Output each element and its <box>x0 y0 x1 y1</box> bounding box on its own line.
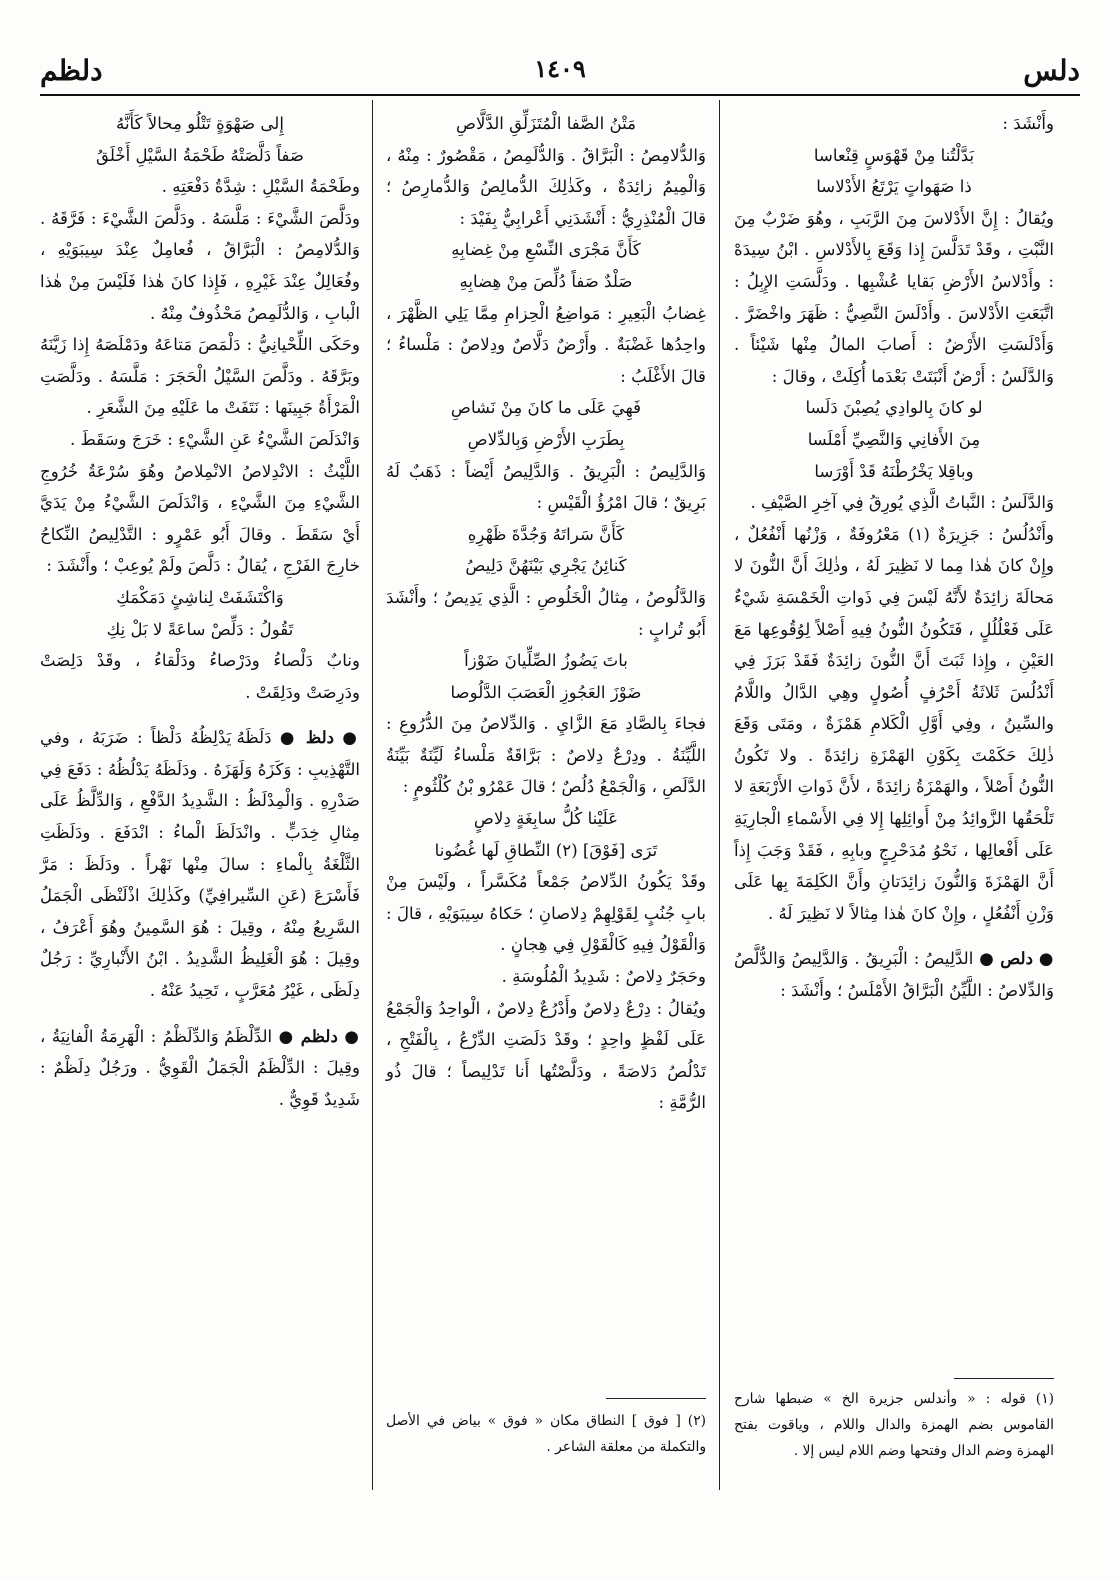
right-column <box>734 108 1054 1007</box>
verse-line: لو كانَ بِالوادِي يُصِبْنَ دَلَسا <box>805 398 983 418</box>
verse-line: ضَوْزَ العَجُوزِ الْعَصَبَ الدَّلُوصا <box>450 682 642 702</box>
entry-paragraph: ● دلظ ● دَلَظَهُ يَدْلِظُهُ دَلْظاً : ضَرَبَهُ ، وفي التَّهْذِيبِ : وَكَزَهُ وَلَهَزَهُ . ودَلَظَهُ يَدْلُظُهُ : دَفَعَ فِي صَدْرِهِ . وَالْمِدْلَظُ : الشَّدِيدُ الدَّفْعِ ، وَالدِّلَّظُ عَلَى مِثالِ خِدَبٍّ . وانْدَلَظَ الْماءُ : انْدَفَعَ . ودَلَظَتِ الثَّلْغَةُ بِالْماءِ : سالَ مِنْها نَهْراً . ودَلَظَ : مَرَّ فَأَسْرَعَ (عَنِ السِّيرافِيِّ) وكَذٰلِكَ اذْلَنْظَى الْجَمَلُ السَّرِيعُ مِنْهُ ، وقِيلَ : هُوَ السَّمِينُ وهُوَ أَعْرَفُ ، وقِيلَ : هُوَ الْغَلِيظُ الشَّدِيدُ . ابْنُ الأَنْبارِيِّ : رَجُلٌ دِلَظَى ، غَيْرُ مُعَرَّبٍ ، تَحِيدُ عَنْهُ . <box>40 727 360 1001</box>
verse-line: مِنَ الأَفانِي وَالنَّصِيِّ أَمْلَسا <box>807 429 981 449</box>
verse-line: صَلْدٌ صَفاً دُلِّصَ مِنْ هِضابِهِ <box>459 271 633 291</box>
verse-line: كَنائِنُ يَجْرِي بَيْنَهُنَّ دَلِيصُ <box>465 556 627 576</box>
headword: دلظ <box>305 727 335 748</box>
paragraph: وَالدَّلِيصُ : الْبَرِيقُ . وَالدَّلِيصُ أَيْضاً : ذَهَبٌ لَهُ بَرِيقٌ ؛ قالَ امْرُؤُ الْقَيْسِ : <box>386 461 706 513</box>
verse-line: ذا صَهَواتٍ يَرْتَعُ الأَدْلاسا <box>816 177 972 197</box>
paragraph: ودَلَّصَ الشَّيْءَ : مَلَّسَهُ . ودَلَّصَ الشَّيْءَ : فَرَّقَهُ . وَالدُّلامِصُ : الْبَرَّاقُ ، فُعامِلٌ عِنْدَ سِيبَوَيْهِ ، وفُعَالِلٌ عِنْدَ غَيْرِهِ ، فَإِذا كانَ هٰذا فَلَيْسَ مِنْ هٰذا الْبابِ ، وَالدُّلَمِصُ مَحْذُوفٌ مِنْهُ . <box>40 208 360 323</box>
text-line: وأَنْشَدَ : <box>1002 114 1054 133</box>
verse-line: باتَ يَضُوزُ الصِّلِّيانَ ضَوْزاً <box>464 651 628 671</box>
paragraph: فجاءَ بِالصَّادِ مَعَ الزَّايِ . وَالدِّلاصُ مِنَ الدُّرُوعِ : اللَّيِّنَةُ . ودِرْعٌ دِلاصٌ : بَرَّاقَةٌ مَلْساءُ لَيِّنَةٌ بَيِّنَةُ الدَّلَصِ ، وَالْجَمْعُ دُلُصٌ ؛ قالَ عَمْرُو بْنُ كُلْثُومٍ : <box>386 714 706 797</box>
verse-line: فَهِيَ عَلَى ما كانَ مِنْ نَشاصِ <box>450 398 642 418</box>
paragraph: وحَكَى اللِّحْيانِيُّ : دَلْمَصَ مَتاعَهُ ودَمْلَصَهُ إِذا زَيَّنَهُ وبَرَّقَهُ . ودَلَّصَ السَّيْلُ الْحَجَرَ : مَلَّسَهُ . ودَلَّصَتِ الْمَرْأَةُ جَبِينَها : نَتَفَتْ ما عَلَيْهِ مِنَ الشَّعَرِ . <box>40 335 360 418</box>
paragraph: وطَحْمَةُ السَّيْلِ : شِدَّةُ دَفْعَتِهِ . <box>161 177 360 197</box>
footnote-text: (١) قوله : « وأندلس جزيرة الخ » ضبطها شارح القاموس بضم الهمزة والدال واللام ، وياقوت بفتح الهمزة وضم الدال وفتحها وضم اللام ليس إلا . <box>734 1391 1054 1459</box>
verse-line: كَأَنَّ مَجْرَى النِّسْعِ مِنْ غِضابِهِ <box>451 240 641 260</box>
verse-line: عَلَيْنا كُلُّ سابِغَةٍ دِلاصٍ <box>473 809 619 829</box>
entry-text: الدَّلِيصُ : الْبَرِيقُ . وَالدَّلِيصُ وَالدُّلَّصُ وَالدِّلاصُ : اللَّيِّنُ الْبَرَّاقُ الأَمْلَسُ ؛ وأَنْشَدَ : <box>734 949 1054 1001</box>
header-left-word: دلظم <box>40 54 103 87</box>
paragraph: وَالدُّلامِصُ : الْبَرَّاقُ . وَالدُّلَمِصُ ، مَقْصُورٌ : مِنْهُ ، وَالْمِيمُ زائِدَةٌ ، وكَذٰلِكَ الدُّمالِصُ وَالدُّمارِصُ ؛ قالَ الْمُنْذِرِيُّ : أَنْشَدَنِي أَعْرابِيٌّ بِفَيْدَ : <box>386 145 706 228</box>
paragraph: وَانْدَلَصَ الشَّيْءُ عَنِ الشَّيْءِ : خَرَجَ وسَقَطَ . <box>69 429 360 449</box>
entry-text: الدِّلْظَمُ وَالدِّلَظْمُ : الْهَرِمَةُ الْفانِيَةُ ، وقِيلَ : الدِّلْظَمُ الْجَمَلُ الْقَوِيُّ . ورَجُلٌ دِلَظْمٌ : شَدِيدٌ قَوِيٌّ . <box>40 1026 360 1109</box>
verse-line: تَقُولُ : دَلِّصْ ساعَةً لا بَلْ نِكِ <box>106 619 294 639</box>
paragraph: وَالدَّلُوصُ ، مِثالُ الْخَلُوصِ : الَّذِي يَدِيصُ ؛ وأَنْشَدَ أَبُو تُرابٍ : <box>386 587 706 639</box>
column-divider <box>372 100 373 1490</box>
column-divider <box>719 100 720 1490</box>
page-number: ١٤٠٩ <box>534 54 586 83</box>
verse-line: تَرَى [فَوْقَ] (٢) النِّطاقِ لَها غُضُونا <box>434 840 658 860</box>
footnote-separator <box>954 1378 1054 1379</box>
footnote <box>386 1408 706 1460</box>
verse-line: بَدَّلْتُنا مِنْ قَهْوَسٍ قِنْعاسا <box>813 145 975 165</box>
header-rule <box>40 94 1080 96</box>
page-header <box>40 50 1080 94</box>
middle-column <box>386 108 706 1119</box>
header-right-word: دلس <box>1023 54 1080 87</box>
verse-line: كَأَنَّ سَراتَهُ وَجُدَّةَ ظَهْرِهِ <box>467 524 625 544</box>
entry-paragraph: ● دلظم ● الدِّلْظَمُ وَالدِّلَظْمُ : الْهَرِمَةُ الْفانِيَةُ ، وقِيلَ : الدِّلْظَمُ الْجَمَلُ الْقَوِيُّ . ورَجُلٌ دِلَظْمٌ : شَدِيدٌ قَوِيٌّ . <box>40 1025 360 1109</box>
verse-line: إِلى صَهْوَةٍ تَتْلُو مِحالاً كَأَنَّهُ <box>116 114 284 133</box>
left-column <box>40 108 360 1115</box>
paragraph: ويُقالُ : دِرْعٌ دِلاصٌ وأَدْرُعٌ دِلاصٌ ، الْواحِدُ وَالْجَمْعُ عَلَى لَفْظٍ واحِدٍ ؛ وقَدْ دَلَصَتِ الدِّرْعُ ، بِالْفَتْحِ ، تَدْلُصُ دَلاصَةً ، ودَلَّصْتُها أَنا تَدْلِيصاً ؛ قالَ ذُو الرُّمَّةِ : <box>386 998 706 1113</box>
verse-line: وَاكْتَشَفَتْ لِناشِئٍ دَمَكْمَكِ <box>116 587 284 607</box>
entry-text: دَلَظَهُ يَدْلِظُهُ دَلْظاً : ضَرَبَهُ ، وفي التَّهْذِيبِ : وَكَزَهُ وَلَهَزَهُ . ودَلَظَهُ يَدْلُظُهُ : دَفَعَ فِي صَدْرِهِ . وَالْمِدْلَظُ : الشَّدِيدُ الدَّفْعِ ، وَالدِّلَّظُ عَلَى مِثالِ خِدَبٍّ . وانْدَلَظَ الْماءُ : انْدَفَعَ . ودَلَظَتِ الثَّلْغَةُ بِالْماءِ : سالَ مِنْها نَهْراً . ودَلَظَ : مَرَّ فَأَسْرَعَ (عَنِ السِّيرافِيِّ) وكَذٰلِكَ اذْلَنْظَى الْجَمَلُ السَّرِيعُ مِنْهُ ، وقِيلَ : هُوَ السَّمِينُ وهُوَ أَعْرَفُ ، وقِيلَ : هُوَ الْغَلِيظُ الشَّدِيدُ . ابْنُ الأَنْبارِيِّ : رَجُلٌ دِلَظَى ، غَيْرُ مُعَرَّبٍ ، تَحِيدُ عَنْهُ . <box>40 728 360 1001</box>
paragraph: ويُقالُ : إِنَّ الأَدْلاسَ مِنَ الرَّبَبِ ، وهُوَ ضَرْبٌ مِنَ النَّبْتِ ، وقَدْ تَدَلَّسَ إِذا وَقَعَ بِالأَدْلاسِ . ابْنُ سِيدَهْ : وأَدْلاسُ الأَرْضِ بَقايا عُشْبِها . ودَلَّسَتِ الإِبِلُ : اتَّبَعَتِ الأَدْلاسَ . وأَدْلَسَ النَّصِيُّ : ظَهَرَ واخْضَرَّ . وَأَدْلَسَتِ الأَرْضُ : أَصابَ المالُ مِنْها شَيْئاً . وَالدَّلَسُ : أَرْضٌ أَنْبَتَتْ بَعْدَما أُكِلَتْ ، وقالَ : <box>734 208 1054 386</box>
headword: دلص <box>1000 948 1033 969</box>
entry-paragraph: ● دلص ● الدَّلِيصُ : الْبَرِيقُ . وَالدَّلِيصُ وَالدُّلَّصُ وَالدِّلاصُ : اللَّيِّنُ الْبَرَّاقُ الأَمْلَسُ ؛ وأَنْشَدَ : <box>734 948 1054 1001</box>
paragraph: وحَجَرٌ دِلاصٌ : شَدِيدُ الْمُلُوسَةِ . <box>501 967 706 987</box>
headword: دلظم <box>300 1025 338 1046</box>
paragraph: وَالدَّلَسُ : النَّباتُ الَّذِي يُورِقُ فِي آخِرِ الصَّيْفِ . <box>750 493 1054 513</box>
verse-line: صَفاً دَلَّصَتْهُ طَحْمَةُ السَّيْلِ أَخْلَقُ <box>95 145 305 165</box>
footnote <box>734 1386 1054 1464</box>
paragraph: اللَّيْثُ : الانْدِلاصُ الانْمِلاصُ وهُوَ سُرْعَةُ خُرُوجِ الشَّيْءِ مِنَ الشَّيْءِ ، وَانْدَلَصَ الشَّيْءُ مِنْ يَدَيَّ أَيْ سَقَطَ . وقالَ أَبُو عَمْرٍو : التَّدْلِيصُ النِّكاحُ خارِجَ الفَرْجِ ، يُقالُ : دَلَّصَ ولَمْ يُوعِبْ ؛ وأَنْشَدَ : <box>40 461 360 576</box>
paragraph: غِضابُ الْبَعِيرِ : مَواضِعُ الْحِزامِ مِمَّا يَلِي الظَّهْرَ ، واحِدُها غَضْبَةٌ . وأَرْضٌ دَلَّاصٌ ودِلاصٌ : مَلْساءُ ؛ قالَ الأَغْلَبُ : <box>386 303 706 386</box>
paragraph: وقَدْ يَكُونُ الدِّلاصُ جَمْعاً مُكَسَّراً ، ولَيْسَ مِنْ بابِ جُنُبٍ لِقَوْلِهِمْ دِلاصانِ ؛ حَكاهُ سِيبَوَيْهِ ، قالَ : وَالْقَوْلُ فِيهِ كَالْقَوْلِ فِي هِجانٍ . <box>386 872 706 955</box>
paragraph: وأَنْدُلُسُ : جَزِيرَةٌ (١) مَعْرُوفَةٌ ، وَزْنُها أَنْفُعُلٌ ، وإِنْ كانَ هٰذا مِما لا نَظِيرَ لَهُ ، وذٰلِكَ أَنَّ النُّونَ لا مَحالَةَ زائِدَةٌ لأَنَّهُ لَيْسَ فِي ذَواتِ الْخَمْسَةِ شَيْءٌ عَلَى فَعْلُلُلٍ ، فَتَكُونُ النُّونُ فِيهِ أَصْلاً لِوُقُوعِها مَعَ العَيْنِ ، وإِذا ثَبَتَ أَنَّ النُّونَ زائِدَةٌ فَقَدْ بَرَزَ فِي أَنْدُلُسَ ثَلاثَةُ أَحْرُفٍ أُصُولٍ وهِي الدَّالُ واللَّامُ والسِّينُ ، وفِي أَوَّلِ الْكَلامِ هَمْزَةٌ ، ومَتَى وَقَعَ ذٰلِكَ حَكَمْتَ بِكَوْنِ الهَمْزَةِ زائِدَةً . ولا تَكُونُ النُّونُ أَصْلاً ، والهَمْزَةُ زائِدَةً ، لأَنَّ ذَواتِ الأَرْبَعَةِ لا تَلْحَقُها الزَّوائِدُ مِنْ أَوائِلِها إِلا فِي الأَسْماءِ الْجارِيَةِ عَلَى أَفْعالِها ، نَحْوُ مُدَحْرِجٍ وبابِهِ ، فَقَدْ وَجَبَ إِذاً أَنَّ الهَمْزَةَ وَالنُّونَ زائِدَتانِ وأَنَّ الكَلِمَةَ بِها عَلَى وَزْنِ أَنْفُعُلٍ ، وإِنْ كانَ هٰذا مِثالاً لا نَظِيرَ لَهُ . <box>734 524 1055 923</box>
paragraph: ونابٌ دَلْصاءُ ودَرْصاءُ ودَلْقاءُ ، وقَدْ دَلِصَتْ ودَرِصَتْ ودَلِقَتْ . <box>40 651 360 702</box>
footnote-text: (٢) [ فوق ] النطاق مكان « فوق » بياض في الأصل والتكملة من معلقة الشاعر . <box>386 1413 706 1455</box>
verse-line: وباقِلا يَخْرُطْنَهُ قَدْ أَوْرَسا <box>814 461 974 481</box>
footnote-separator <box>606 1398 706 1399</box>
verse-line: مَتْنُ الصَّفا الْمُتَزَلِّقِ الدَّلَّاصِ <box>455 114 637 133</box>
verse-line: بِطَرَبِ الأَرْضِ وَبِالدِّلاصِ <box>467 429 625 449</box>
